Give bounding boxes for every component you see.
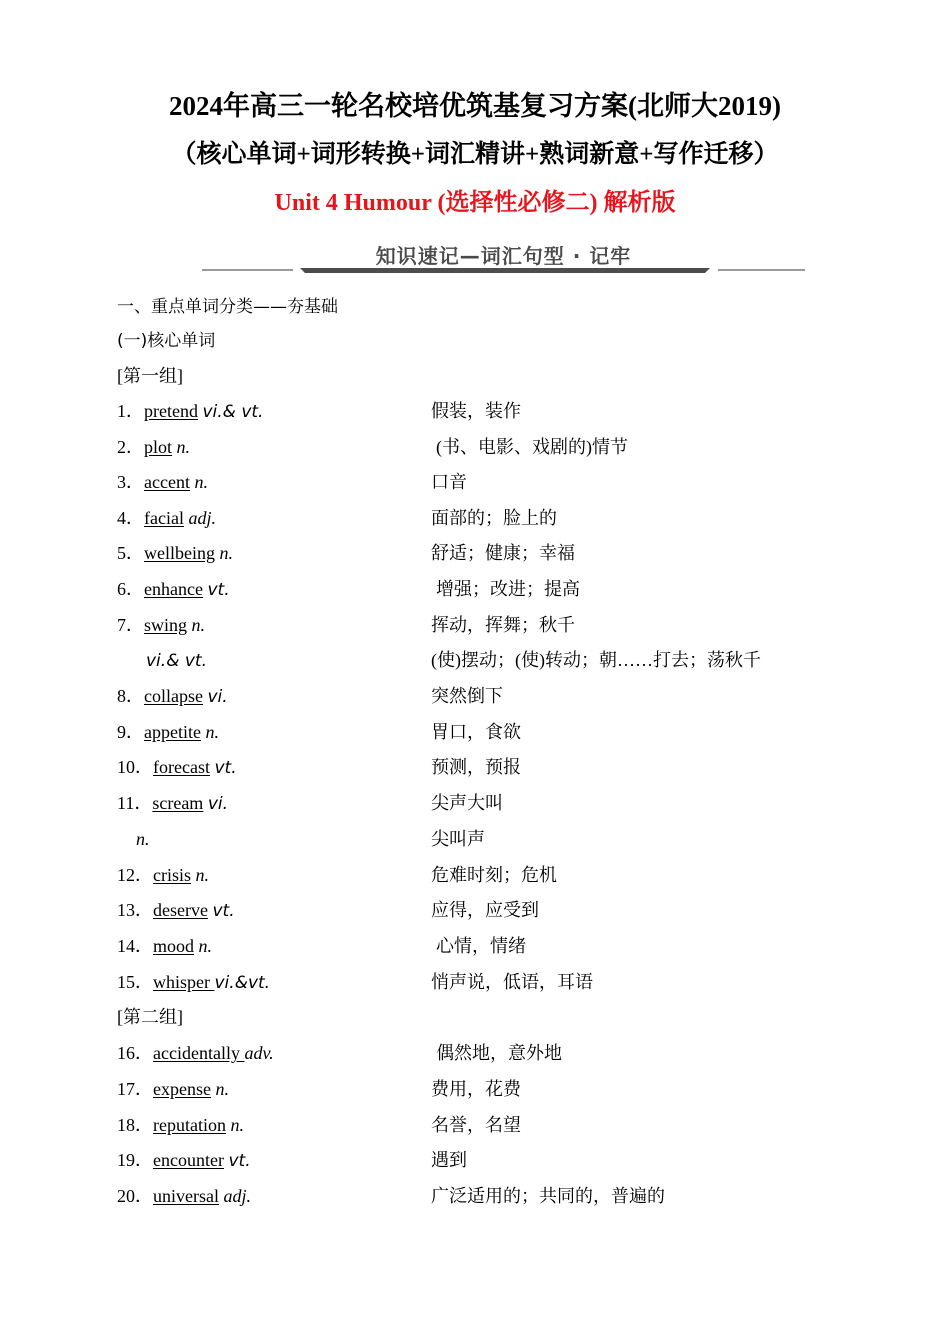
word-row: 1．pretend vi.& vt. 假装，装作: [117, 401, 521, 422]
unit-title: Unit 4 Humour (选择性必修二) 解析版: [274, 190, 676, 216]
part-of-speech: n.: [195, 865, 209, 885]
vocab-word: accent: [144, 472, 190, 492]
word-row: 4．facial adj. 面部的；脸上的: [117, 508, 557, 528]
word-meaning: 面部的；脸上的: [431, 508, 557, 528]
vocab-word: appetite: [144, 722, 201, 742]
vocab-word: mood: [153, 936, 195, 956]
subsection-heading: (一)核心单词: [117, 331, 216, 351]
word-meaning: 偶然地，意外地: [436, 1043, 562, 1063]
part-of-speech: n.: [215, 1079, 229, 1099]
document-subtitle: （核心单词+词形转换+词汇精讲+熟词新意+写作迁移）: [171, 141, 779, 168]
word-meaning: 尖叫声: [431, 829, 485, 849]
word-meaning: 突然倒下: [431, 686, 503, 706]
part-of-speech: n.: [136, 829, 150, 849]
word-row: 16．accidentally adv. 偶然地，意外地: [117, 1043, 562, 1063]
vocab-word: whisper: [153, 972, 215, 992]
word-row: 12．crisis n. 危难时刻；危机: [117, 865, 557, 885]
part-of-speech: n.: [219, 543, 233, 563]
part-of-speech: vi.& vt.: [146, 651, 207, 671]
vocab-word: scream: [152, 793, 204, 813]
word-meaning: 口音: [431, 472, 467, 492]
word-meaning: 挥动，挥舞；秋千: [431, 615, 575, 635]
word-row: 17．expense n. 费用，花费: [117, 1079, 521, 1099]
vocab-word: expense: [153, 1079, 211, 1099]
word-meaning: 尖声大叫: [431, 793, 503, 813]
vocab-word: reputation: [153, 1115, 226, 1135]
word-meaning: 胃口，食欲: [431, 722, 521, 742]
word-meaning: 名誉，名望: [431, 1115, 521, 1135]
word-row: 6．enhance vt. 增强；改进；提高: [117, 579, 580, 600]
word-meaning: 悄声说，低语，耳语: [431, 972, 593, 992]
word-row: 14．mood n. 心情，情绪: [117, 936, 526, 956]
section-banner: [200, 236, 807, 276]
word-meaning: (使)摆动；(使)转动；朝……打去；荡秋千: [431, 650, 761, 670]
part-of-speech: adv.: [244, 1043, 274, 1063]
word-row: 20．universal adj. 广泛适用的；共同的，普遍的: [117, 1186, 665, 1206]
part-of-speech: adj.: [223, 1186, 251, 1206]
banner-label: 知识速记—词汇句型 · 记牢: [375, 244, 632, 268]
word-row: 7．swing n. 挥动，挥舞；秋千: [117, 615, 575, 635]
word-meaning: 危难时刻；危机: [431, 865, 557, 885]
part-of-speech: vi.: [207, 687, 228, 707]
word-row: 18．reputation n. 名誉，名望: [117, 1115, 521, 1135]
part-of-speech: n.: [176, 437, 191, 457]
part-of-speech: vt.: [212, 901, 235, 921]
section-heading: 一、重点单词分类——夯基础: [117, 297, 338, 317]
word-row: 2．plot n. (书、电影、戏剧的)情节: [117, 437, 628, 457]
part-of-speech: n.: [194, 472, 208, 492]
vocab-word: pretend: [144, 401, 198, 421]
group-1-label: [第一组]: [117, 366, 183, 386]
word-meaning: 费用，花费: [431, 1079, 521, 1099]
part-of-speech: n.: [230, 1115, 244, 1135]
word-row: 8．collapse vi. 突然倒下: [117, 686, 503, 707]
vocab-word: wellbeing: [144, 543, 215, 563]
word-meaning: 假装，装作: [431, 401, 521, 421]
vocab-word: collapse: [144, 686, 203, 706]
part-of-speech: vt.: [228, 1151, 251, 1171]
word-meaning: 舒适；健康；幸福: [431, 543, 575, 563]
word-row: 11．scream vi. 尖声大叫: [117, 793, 503, 814]
word-meaning: 遇到: [431, 1150, 467, 1170]
document-title: 2024年高三一轮名校培优筑基复习方案(北师大2019): [169, 91, 781, 121]
group-2-label: [第二组]: [117, 1007, 183, 1027]
word-row: 15．whisper vi.&vt. 悄声说，低语，耳语: [117, 972, 593, 993]
part-of-speech: n.: [191, 615, 206, 635]
vocab-word: deserve: [153, 900, 208, 920]
word-meaning: 心情，情绪: [436, 936, 526, 956]
vocab-word: forecast: [153, 757, 210, 777]
word-meaning: 广泛适用的；共同的，普遍的: [431, 1186, 665, 1206]
word-row: [0, 828, 950, 852]
word-row: 13．deserve vt. 应得，应受到: [117, 900, 539, 921]
vocab-word: crisis: [153, 865, 191, 885]
vocab-word: swing: [144, 615, 188, 635]
word-row: 10．forecast vt. 预测，预报: [117, 757, 521, 778]
part-of-speech: vi.: [207, 794, 228, 814]
word-meaning: 应得，应受到: [431, 900, 539, 920]
vocab-word: enhance: [144, 579, 203, 599]
part-of-speech: adj.: [188, 508, 216, 528]
vocab-word: accidentally: [153, 1043, 245, 1063]
vocab-word: facial: [144, 508, 184, 528]
vocab-word: encounter: [153, 1150, 224, 1170]
word-row: [0, 649, 950, 673]
part-of-speech: n.: [205, 722, 219, 742]
part-of-speech: vi.&vt.: [214, 973, 271, 993]
word-row: 3．accent n. 口音: [117, 472, 467, 492]
vocab-word: plot: [144, 437, 173, 457]
word-row: 9．appetite n. 胃口，食欲: [117, 722, 521, 742]
part-of-speech: vi.& vt.: [202, 402, 264, 422]
part-of-speech: vt.: [214, 758, 237, 778]
word-row: 19．encounter vt. 遇到: [117, 1150, 467, 1171]
word-row: 5．wellbeing n. 舒适；健康；幸福: [117, 543, 575, 563]
word-meaning: (书、电影、戏剧的)情节: [436, 437, 628, 457]
word-meaning: 增强；改进；提高: [436, 579, 580, 599]
word-meaning: 预测，预报: [431, 757, 521, 777]
part-of-speech: n.: [198, 936, 213, 956]
vocab-word: universal: [153, 1186, 219, 1206]
part-of-speech: vt.: [207, 580, 230, 600]
